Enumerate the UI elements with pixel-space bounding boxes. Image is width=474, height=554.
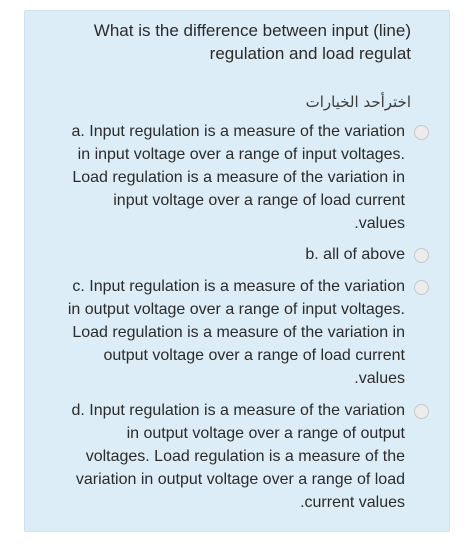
- option-a[interactable]: [33, 120, 405, 235]
- option-c-line: .values: [354, 370, 405, 387]
- question-line-1: What is the difference between input (line): [93, 21, 411, 40]
- option-a-line: input voltage over a range of load current: [113, 192, 405, 209]
- option-d-line: voltages. Load regulation is a measure of the: [85, 448, 405, 465]
- option-d-line: variation in output voltage over a range of load: [75, 471, 405, 488]
- option-b-line: b. all of above: [305, 246, 405, 263]
- option-d-line: in output voltage over a range of output: [126, 425, 405, 442]
- option-c-radio[interactable]: [414, 280, 429, 295]
- option-a-radio[interactable]: [414, 125, 429, 140]
- choose-one-instruction: اخترأحد الخيارات: [305, 93, 411, 111]
- question-text: [25, 19, 411, 65]
- option-a-line: in input voltage over a range of input voltages.: [77, 146, 405, 163]
- option-a-line: Load regulation is a measure of the variation in: [72, 169, 405, 186]
- option-c-line: Load regulation is a measure of the variation in: [72, 324, 405, 341]
- option-c-line: in output voltage over a range of input voltages.: [67, 301, 405, 318]
- question-line-2: regulation and load regulat: [209, 44, 411, 63]
- option-d[interactable]: [33, 399, 405, 514]
- option-c-line: output voltage over a range of load current: [103, 347, 405, 364]
- option-a-line: a. Input regulation is a measure of the variation: [71, 123, 405, 140]
- option-b[interactable]: [33, 243, 405, 266]
- option-b-radio[interactable]: [414, 248, 429, 263]
- option-c[interactable]: [33, 275, 405, 390]
- option-d-line: d. Input regulation is a measure of the variation: [71, 402, 405, 419]
- option-d-line: .current values: [300, 494, 405, 511]
- option-d-radio[interactable]: [414, 404, 429, 419]
- question-card: [24, 10, 450, 532]
- option-c-line: c. Input regulation is a measure of the variation: [72, 278, 405, 295]
- option-a-line: .values: [354, 215, 405, 232]
